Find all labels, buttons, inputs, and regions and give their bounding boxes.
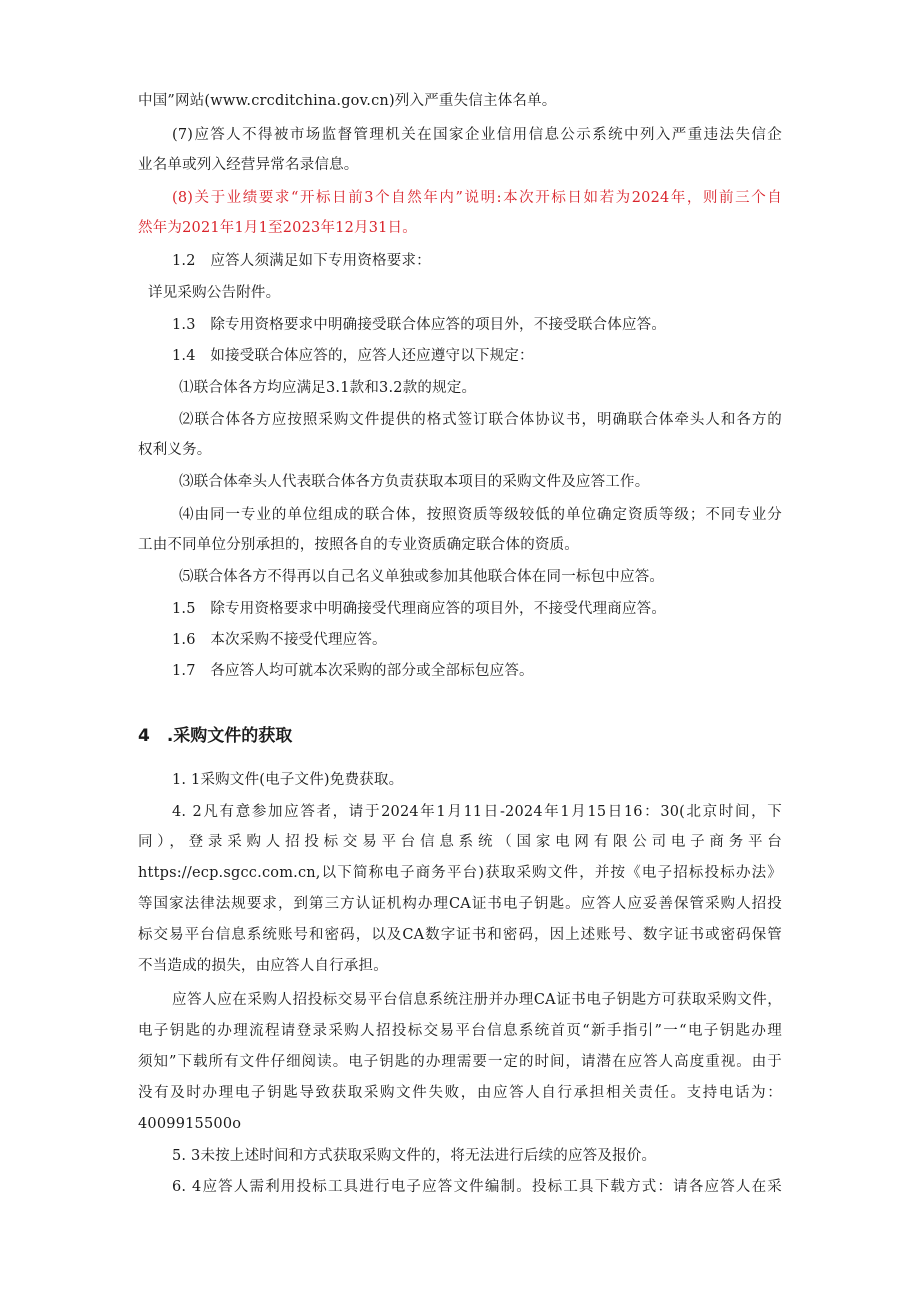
text-line-12: 权利义务。 [138,442,212,458]
text-line-25: 标交易平台信息系统账号和密码，以及CA数字证书和密码，因上述账号、数字证书或密码保管 [138,927,782,943]
text-line-22: 同），登录采购人招投标交易平台信息系统（国家电网有限公司电子商务平台 [138,834,782,850]
text-line-33: 6. 4应答人需利用投标工具进行电子应答文件编制。投标工具下载方式：请各应答人在采 [172,1179,782,1195]
text-line-27: 应答人应在采购人招投标交易平台信息系统注册并办理CA证书电子钥匙方可获取采购文件， [172,992,782,1008]
text-line-7: 详见采购公告附件。 [148,285,281,301]
text-line-6: 1.2 应答人须满足如下专用资格要求： [172,253,431,269]
text-line-19: 1.7 各应答人均可就本次采购的部分或全部标包应答。 [172,663,534,679]
text-line-21: 4. 2凡有意参加应答者，请于2024年1月11日-2024年1月15日16：30(北京时间，下 [172,804,782,820]
highlighted-text-line-2: 然年为2021年1月1至2023年12月31日。 [138,220,417,236]
text-line-9: 1.4 如接受联合体应答的，应答人还应遵守以下规定： [172,348,534,364]
text-line-32: 5. 3未按上述时间和方式获取采购文件的，将无法进行后续的应答及报价。 [172,1148,657,1164]
section-heading: 4 .采购文件的获取 [138,726,293,746]
text-line-17: 1.5 除专用资格要求中明确接受代理商应答的项目外，不接受代理商应答。 [172,601,667,617]
text-line-28: 电子钥匙的办理流程请登录采购人招投标交易平台信息系统首页“新手指引”一“电子钥匙办理 [138,1023,782,1039]
text-line-10: ⑴联合体各方均应满足3.1款和3.2款的规定。 [179,380,477,396]
text-line-15: 工由不同单位分别承担的，按照各自的专业资质确定联合体的资质。 [138,537,579,553]
text-line-13: ⑶联合体牵头人代表联合体各方负责获取本项目的采购文件及应答工作。 [179,474,650,490]
text-line-8: 1.3 除专用资格要求中明确接受联合体应答的项目外，不接受联合体应答。 [172,317,667,333]
text-line-26: 不当造成的损失，由应答人自行承担。 [138,958,388,974]
text-line-31: 4009915500o [138,1116,242,1132]
text-line-2: (7)应答人不得被市场监督管理机关在国家企业信用信息公示系统中列入严重违法失信企 [172,127,782,143]
text-line-11: ⑵联合体各方应按照采购文件提供的格式签订联合体协议书，明确联合体牵头人和各方的 [179,412,782,428]
text-line-24: 等国家法律法规要求，到第三方认证机构办理CA证书电子钥匙。应答人应妥善保管采购人招投 [138,896,782,912]
text-line-3: 业名单或列入经营异常名录信息。 [138,157,359,173]
highlighted-text-line-1: (8)关于业绩要求“开标日前3个自然年内”说明:本次开标日如若为2024年，则前三个自 [172,190,782,206]
text-line-16: ⑸联合体各方不得再以自己名义单独或参加其他联合体在同一标包中应答。 [179,569,665,585]
text-line-18: 1.6 本次采购不接受代理应答。 [172,632,387,648]
text-line-23: https://ecp.sgcc.com.cn,以下简称电子商务平台)获取采购文件，并按《电子招标投标办法》 [138,865,782,881]
text-line-29: 须知”下载所有文件仔细阅读。电子钥匙的办理需要一定的时间，请潜在应答人高度重视。由于 [138,1054,782,1070]
text-line-14: ⑷由同一专业的单位组成的联合体，按照资质等级较低的单位确定资质等级；不同专业分 [179,507,782,523]
text-line-1: 中国”网站(www.crcditchina.gov.cn)列入严重失信主体名单。 [138,93,557,109]
text-line-30: 没有及时办理电子钥匙导致获取采购文件失败，由应答人自行承担相关责任。支持电话为： [138,1085,782,1101]
text-line-20: 1. 1采购文件(电子文件)免费获取。 [172,772,404,788]
